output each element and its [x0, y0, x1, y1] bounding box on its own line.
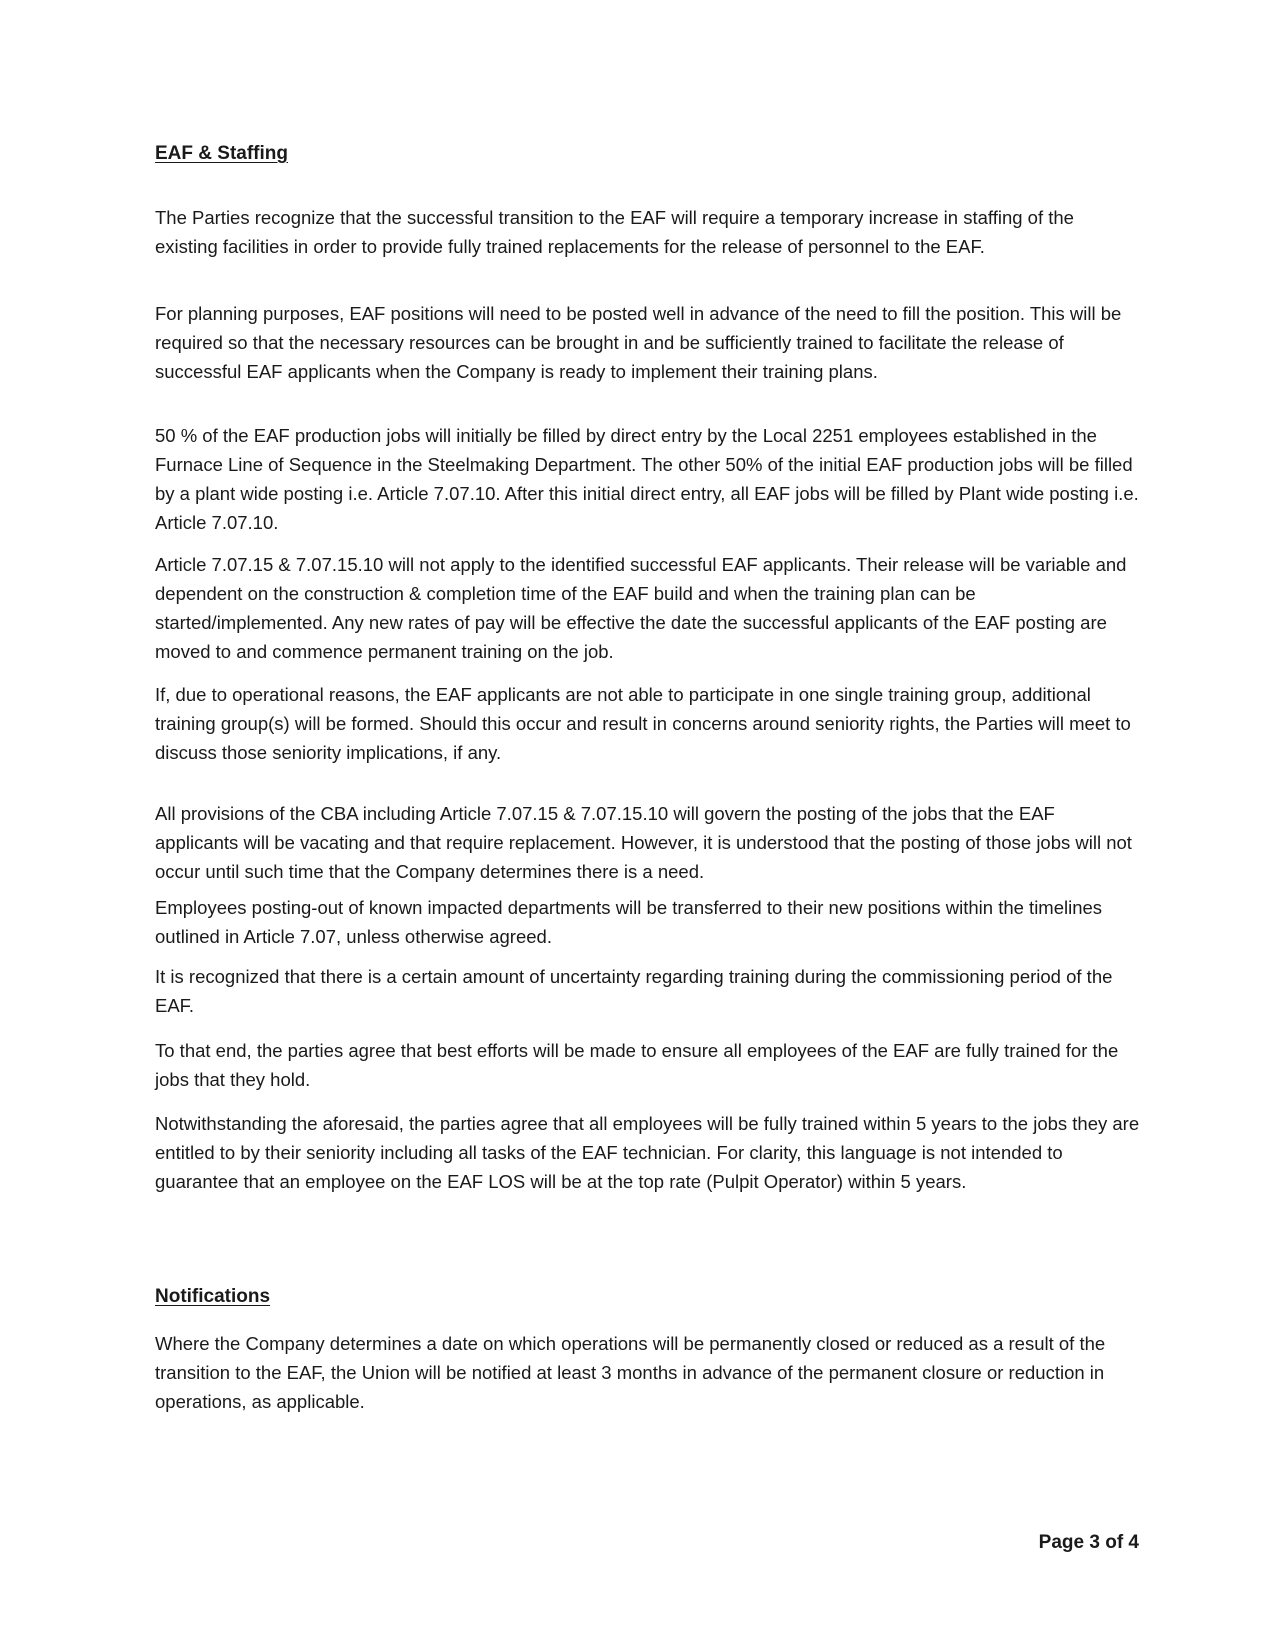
paragraph-cba-provisions: All provisions of the CBA including Article 7.07.15 & 7.07.15.10 will govern the posting of the jobs that the EAF applicants will be vacating and that require replacement. However, it is understood that the posting of those jobs will not occur until such time that the Company determines there is a need. — [155, 803, 1132, 882]
paragraph-staffing-increase: The Parties recognize that the successful transition to the EAF will require a temporary increase in staffing of the existing facilities in order to provide fully trained replacements for the release of personnel to the EAF. — [155, 207, 1074, 257]
section-heading-notifications: Notifications — [155, 1286, 271, 1307]
paragraph-uncertainty: It is recognized that there is a certain amount of uncertainty regarding training during the commissioning period of the EAF. — [155, 966, 1113, 1016]
paragraph-direct-entry: 50 % of the EAF production jobs will initially be filled by direct entry by the Local 2251 employees established in the Furnace Line of Sequence in the Steelmaking Department. The other 50% of the initial EAF production jobs will be filled by a plant wide posting i.e. Article 7.07.10. After this initial direct entry, all EAF jobs will be filled by Plant wide posting i.e. Article 7.07.10. — [155, 425, 1139, 533]
paragraph-training-groups: If, due to operational reasons, the EAF applicants are not able to participate in one single training group, additional training group(s) will be formed. Should this occur and result in concerns around seniority rights, the Parties will meet to discuss those seniority implications, if any. — [155, 684, 1131, 763]
paragraph-planning-purposes: For planning purposes, EAF positions will need to be posted well in advance of the need to fill the position. This will be required so that the necessary resources can be brought in and be sufficiently trained to facilitate the release of successful EAF applicants when the Company is ready to implement their training plans. — [155, 303, 1122, 382]
paragraph-best-efforts: To that end, the parties agree that best efforts will be made to ensure all employees of the EAF are fully trained for the jobs that they hold. — [155, 1040, 1119, 1090]
paragraph-article-7-07-15: Article 7.07.15 & 7.07.15.10 will not apply to the identified successful EAF applicants. Their release will be variable and dependent on the construction & completion time of the EAF build and when the training plan can be started/implemented. Any new rates of pay will be effective the date the successful applicants of the EAF posting are moved to and commence permanent training on the job. — [155, 554, 1127, 662]
page-number: Page 3 of 4 — [1038, 1532, 1139, 1553]
paragraph-notification-period: Where the Company determines a date on which operations will be permanently closed or reduced as a result of the transition to the EAF, the Union will be notified at least 3 months in advance of the permanent closure or reduction in operations, as applicable. — [155, 1333, 1106, 1412]
paragraph-posting-out: Employees posting-out of known impacted departments will be transferred to their new positions within the timelines outlined in Article 7.07, unless otherwise agreed. — [155, 897, 1103, 947]
section-heading-eaf-staffing: EAF & Staffing — [155, 143, 288, 164]
paragraph-notwithstanding: Notwithstanding the aforesaid, the parties agree that all employees will be fully trained within 5 years to the jobs they are entitled to by their seniority including all tasks of the EAF technician. For clarity, this language is not intended to guarantee that an employee on the EAF LOS will be at the top rate (Pulpit Operator) within 5 years. — [155, 1113, 1140, 1192]
